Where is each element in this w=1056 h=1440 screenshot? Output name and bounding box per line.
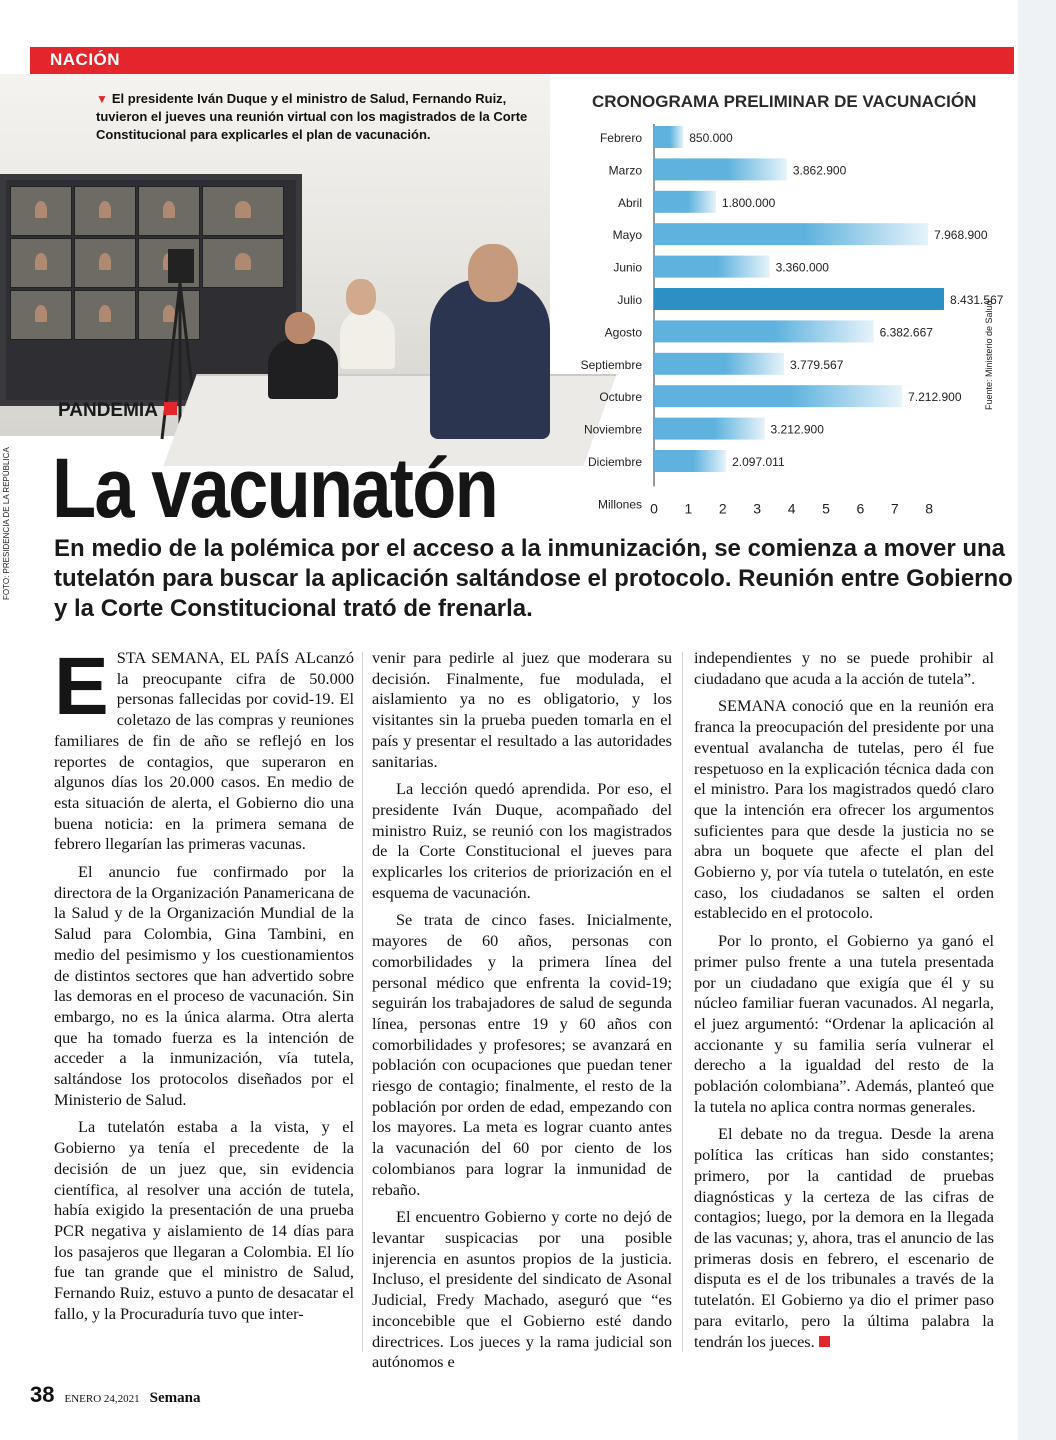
section-bar	[30, 47, 1014, 74]
x-tick-label: 8	[925, 500, 934, 517]
category-label: Abril	[617, 195, 642, 210]
bar-junio	[654, 256, 770, 278]
value-label: 3.212.900	[770, 422, 824, 437]
article-deck: En medio de la polémica por el acceso a la inmunización, se comienza a mover una tutelatón para buscar la aplicación saltándose el protocolo. Reunión entre Gobierno y la Corte Constitucional trató de frenarla.	[54, 535, 1013, 622]
chart-source: Fuente: Ministerio de Salud	[984, 300, 994, 410]
value-label: 8.431.567	[950, 293, 1004, 307]
article-paragraph	[694, 648, 994, 689]
article-paragraph	[372, 648, 672, 772]
article-column-2	[372, 648, 672, 1373]
paragraph-text: Por lo pronto, el Gobierno ya ganó el primer pulso frente a una tutela presentada por un ciudadano que exigía que él y su núcleo familiar fueran vacunados. Al negarla, el juez argumentó: “Ordenar la aplicación al accionante y su familia sería vulnerar el derecho a la igualdad del resto de la población colombiana”. Además, planteó que la tutela no aplica contra normas generales.	[694, 931, 994, 1116]
category-label: Marzo	[608, 163, 642, 178]
paragraph-text: independientes y no se puede prohibir al ciudadano que acuda a la acción de tutela”.	[694, 648, 994, 688]
issue-date: ENERO 24,2021	[64, 1393, 140, 1405]
headline: La vacunatón	[52, 441, 498, 535]
value-label: 6.382.667	[879, 325, 933, 340]
bar-agosto	[654, 320, 874, 342]
category-label: Septiembre	[580, 357, 642, 372]
bar-julio	[654, 288, 944, 310]
bar-abril	[654, 191, 716, 213]
paragraph-text: El debate no da tregua. Desde la arena política las críticas han sido constantes; primero, por la cantidad de pruebas diagnósticas y la certeza de las cifras de contagios; luego, por la demora en la llegada de las vacunas; y, ahora, tras el anuncio de las primeras dosis en febrero, el escenario de disputa es el de los tribunales a través de la tutelatón. El Gobierno ya dio el primer paso para evitarlo, pero la última palabra la tendrán los jueces.	[694, 1124, 994, 1351]
end-mark-icon	[819, 1336, 830, 1347]
category-label: Agosto	[604, 325, 642, 340]
paragraph-text: venir para pedirle al juez que moderara su decisión. Finalmente, fue modulada, el aislamiento ya no es obligatorio, y los visitantes sin la prueba pueden tomarla en el país y presentar el resultado a las autoridades sanitarias.	[372, 648, 672, 771]
person-figure	[285, 312, 315, 344]
article-paragraph	[694, 1124, 994, 1352]
paragraph-text: La lección quedó aprendida. Por eso, el presidente Iván Duque, acompañado del ministro Ruiz, se reunió con los magistrados de la Corte Constitucional el jueves para explicarles los criterios de priorización en el esquema de vacunación.	[372, 779, 672, 902]
article-paragraph	[694, 931, 994, 1117]
value-label: 7.968.900	[934, 228, 988, 243]
x-tick-label: 3	[753, 500, 762, 517]
value-label: 2.097.011	[732, 455, 785, 469]
article-paragraph	[54, 1117, 354, 1324]
pandemia-label	[58, 400, 177, 422]
paragraph-text: STA SEMANA, EL PAÍS ALcanzó la preocupante cifra de 50.000 personas fallecidas por covid-19. El coletazo de las compras y reuniones familiares de fin de año se reflejó en los reportes de contagios, que superaron en algunos días los 20.000 casos. En medio de esta situación de alerta, el Gobierno dio una buena noticia: en la primera semana de febrero llegarían las primeras vacunas.	[54, 648, 354, 854]
paragraph-text: El encuentro Gobierno y corte no dejó de levantar suspicacias por una posible injerencia en asuntos propios de la justicia. Incluso, el presidente del sindicato de Asonal Judicial, Fredy Machado, aseguró que “es inconcebible que el Gobierno esté dando directrices. Los jueces y la rama judicial son autónomos e	[372, 1207, 672, 1372]
bar-mayo	[654, 223, 928, 245]
section-name: NACIÓN	[50, 50, 121, 69]
article-paragraph	[372, 1207, 672, 1373]
bar-septiembre	[654, 353, 784, 375]
article-paragraph	[54, 641, 354, 855]
photo-caption	[96, 90, 536, 144]
paragraph-text: La tutelatón estaba a la vista, y el Gobierno ya tenía el precedente de la decisión de un juez que, sin evidencia científica, al resolver una acción de tutela, había exigido la presentación de una prueba PCR negativa y aislamiento de 14 días para los pasajeros que llegaran a Colombia. El lío fue tan grande que el ministro de Salud, Fernando Ruiz, estuvo a punto de desacatar el fallo, y la Procuraduría tuvo que inter-	[54, 1117, 354, 1323]
bar-noviembre	[654, 418, 765, 440]
category-label: Junio	[613, 260, 642, 275]
column-divider	[682, 652, 683, 1352]
category-label: Octubre	[599, 390, 642, 405]
article-column-3	[694, 648, 994, 1352]
category-label: Mayo	[612, 228, 642, 243]
value-label: 7.212.900	[908, 390, 962, 405]
category-label: Febrero	[599, 131, 642, 145]
video-call-screen	[0, 174, 302, 406]
page-footer	[30, 1382, 201, 1408]
photo-credit: FOTO: PRESIDENCIA DE LA REPÚBLICA	[2, 447, 11, 600]
category-label: Julio	[617, 293, 642, 307]
photo-caption-text: El presidente Iván Duque y el ministro de Salud, Fernando Ruiz, tuvieron el jueves una reunión virtual con los magistrados de la Corte Constitucional para explicarles el plan de vacunación.	[96, 91, 528, 142]
paragraph-text: SEMANA conoció que en la reunión era franca la preocupación del presidente por una eventual avalancha de tutelas, pero él fue respetuoso en la explicación técnica dada con el ministro. Para los magistrados quedó claro que la intención era ofrecer los argumentos suficientes para que desde la justicia no se abra un boquete que afecte el plan del Gobierno y, por vía tutela o tutelatón, en este caso, los ciudadanos se salten el orden establecido en el protocolo.	[694, 696, 994, 923]
red-square-icon	[164, 402, 177, 415]
page-edge	[1018, 0, 1056, 1440]
bar-marzo	[654, 158, 787, 180]
x-tick-label: 2	[718, 500, 727, 517]
category-label: Diciembre	[587, 455, 642, 469]
article-paragraph	[372, 779, 672, 903]
person-figure	[430, 279, 550, 439]
article-paragraph	[694, 696, 994, 924]
chart-title: CRONOGRAMA PRELIMINAR DE VACUNACIÓN	[592, 92, 977, 111]
pandemia-label-text: PANDEMIA	[58, 400, 158, 421]
category-label: Noviembre	[583, 422, 642, 437]
person-figure	[346, 279, 376, 315]
x-tick-label: 7	[890, 500, 899, 517]
bar-diciembre	[654, 450, 726, 472]
person-figure	[268, 339, 338, 399]
paragraph-text: El anuncio fue confirmado por la directora de la Organización Panamericana de la Salud y de la Organización Mundial de la Salud para Colombia, Gina Tambini, en medio del pesimismo y los cuestionamientos de distintos sectores que han advertido sobre las demoras en el proceso de vacunación. Sin embargo, no es la única alarma. Otra alerta que ha tomado fuerza es la intención de acceder a la inmunización, vía tutela, saltándose los protocolos diseñados por el Ministerio de Salud.	[54, 862, 354, 1109]
column-divider	[362, 652, 363, 1352]
drop-cap: E	[54, 641, 109, 732]
value-label: 1.800.000	[721, 195, 776, 210]
bar-octubre	[654, 385, 902, 407]
paragraph-text: Se trata de cinco fases. Inicialmente, mayores de 60 años, personas con comorbilidades y la primera línea del personal médico que enfrenta la covid-19; seguirán los trabajadores de salud de segunda línea, personas entre 19 y 60 años con comorbilidades y profesores; se avanzará en población con ocupaciones que puedan tener riesgo de contagio; finalmente, el resto de la población por orden de edad, empezando con los mayores. La meta es lograr cuanto antes la vacunación del 60 por ciento de los colombianos para lograr la inmunidad de rebaño.	[372, 910, 672, 1199]
caption-triangle-icon: ▼	[96, 92, 108, 106]
bar-febrero	[654, 126, 683, 148]
article-paragraph	[372, 910, 672, 1200]
article-paragraph	[54, 862, 354, 1110]
x-tick-label: 5	[822, 500, 830, 517]
value-label: 850.000	[689, 131, 733, 145]
article-column-1	[54, 641, 354, 1325]
x-tick-label: 0	[650, 500, 658, 517]
person-figure	[340, 309, 395, 369]
page-number: 38	[30, 1382, 55, 1407]
x-tick-label: 4	[787, 500, 796, 517]
person-figure	[468, 244, 518, 302]
magazine-name: Semana	[149, 1390, 201, 1406]
value-label: 3.862.900	[792, 163, 847, 178]
x-tick-label: 6	[856, 500, 865, 517]
value-label: 3.360.000	[775, 260, 829, 275]
value-label: 3.779.567	[790, 357, 844, 372]
vaccination-chart	[570, 118, 1004, 528]
x-axis-label: Millones	[597, 497, 642, 512]
x-tick-label: 1	[684, 500, 693, 517]
